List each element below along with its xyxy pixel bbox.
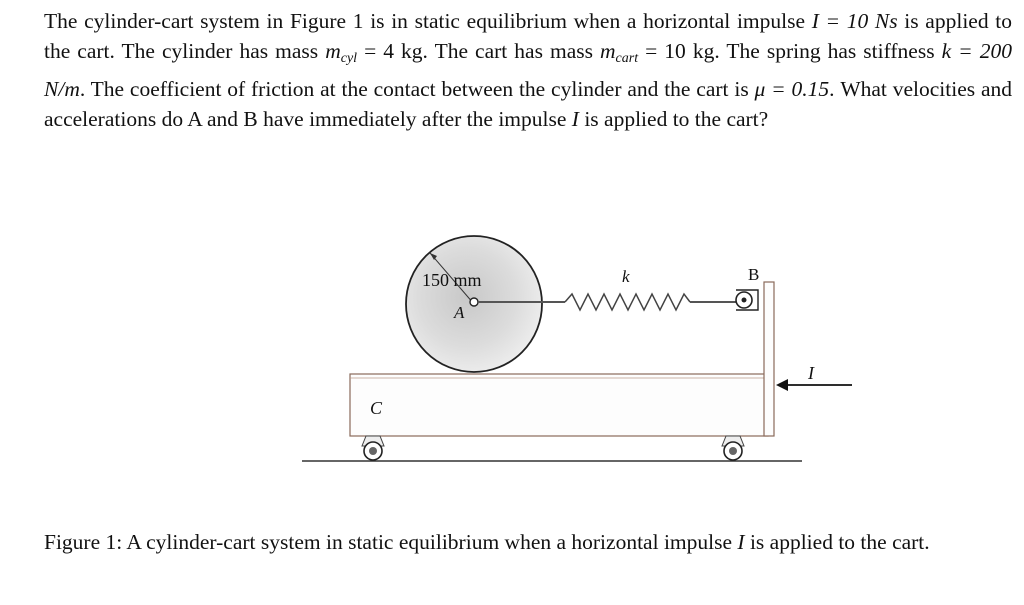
- cylinder-cart-figure: [290, 178, 890, 508]
- label-i: I: [808, 363, 814, 383]
- pin-a: [470, 298, 478, 306]
- problem-text-6: . What velocities and accelerations do A and B have immediately after the impulse: [44, 77, 1012, 131]
- cylinder-mass-symbol: m: [325, 39, 341, 63]
- cart-mass-subscript: cart: [615, 51, 639, 66]
- problem-statement: [44, 6, 1012, 134]
- cart-mass-symbol: m: [600, 39, 616, 63]
- label-k: k: [622, 267, 630, 286]
- friction-coefficient-value: μ = 0.15: [754, 77, 830, 101]
- wheel-left: [362, 436, 384, 460]
- caption-paragraph: [44, 527, 1012, 557]
- label-a: A: [454, 303, 465, 322]
- pin-b-center: [742, 298, 747, 303]
- caption-text-1: Figure 1: A cylinder-cart system in static equilibrium when a horizontal impulse: [44, 530, 738, 554]
- label-b: B: [748, 265, 760, 284]
- problem-paragraph: [44, 6, 1012, 134]
- cart-mass-value: = 10 kg: [638, 39, 715, 63]
- problem-text-3: . The cart has mass: [422, 39, 601, 63]
- impulse-arrowhead: [776, 379, 788, 391]
- impulse-symbol: I: [571, 107, 579, 131]
- label-c: C: [370, 398, 383, 418]
- cart-end-post: [764, 282, 774, 436]
- caption-text-2: is applied to the cart.: [744, 530, 930, 554]
- spring-zigzag: [565, 294, 690, 310]
- wheel-right: [722, 436, 744, 460]
- cart-body: [350, 374, 768, 436]
- problem-text-2: is applied to the cart. The cylinder has mass: [44, 9, 1012, 63]
- figure-caption: [44, 527, 1012, 557]
- problem-text-4: . The spring has stiffness: [714, 39, 942, 63]
- figure-drawing: [290, 178, 890, 508]
- cylinder-mass-subscript: cyl: [340, 51, 358, 66]
- problem-text-7: is applied to the cart?: [578, 107, 769, 131]
- cylinder-mass-value: = 4 kg: [357, 39, 423, 63]
- radius-label: 150 mm: [422, 270, 482, 290]
- impulse-value: I = 10 Ns: [811, 9, 898, 33]
- spring-stiffness-value: k = 200 N/m: [44, 39, 1012, 101]
- problem-text-1: The cylinder-cart system in Figure 1 is in static equilibrium when a horizontal impulse: [44, 9, 812, 33]
- problem-text-5: . The coefficient of friction at the contact between the cylinder and the cart is: [79, 77, 755, 101]
- caption-impulse-symbol: I: [737, 530, 745, 554]
